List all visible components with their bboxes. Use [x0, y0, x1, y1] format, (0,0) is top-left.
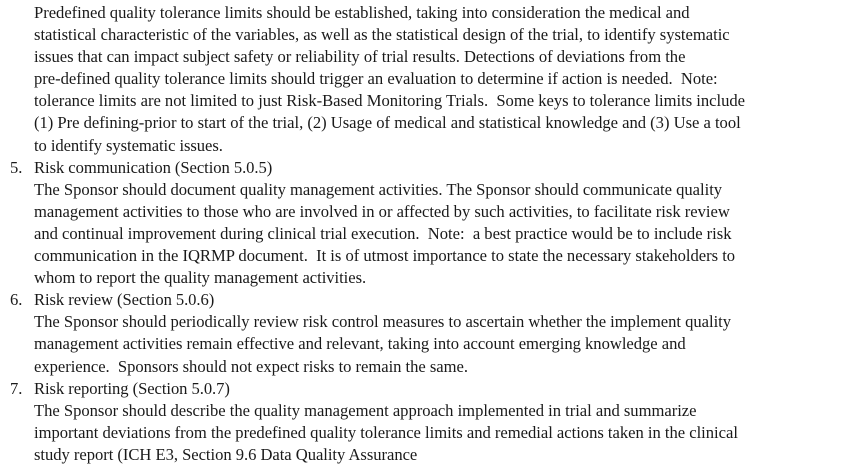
paragraph-line: statistical characteristic of the variables, as well as the statistical design of the trial, to identify systematic	[34, 25, 730, 45]
list-item-number: 6.	[10, 290, 23, 310]
paragraph-line: Predefined quality tolerance limits should be established, taking into consideration the medical and	[34, 3, 690, 22]
paragraph-line: management activities remain effective and relevant, taking into account emerging knowledge and	[34, 334, 686, 354]
list-item-heading	[0, 378, 861, 400]
list-item-title: Risk reporting (Section 5.0.7)	[34, 378, 230, 398]
paragraph-line: The Sponsor should periodically review risk control measures to ascertain whether the implement quality	[34, 312, 732, 332]
paragraph-line: The Sponsor should describe the quality management approach implemented in trial and summarize	[34, 400, 697, 420]
paragraph-line: study report (ICH E3, Section 9.6 Data Quality Assurance	[34, 444, 418, 464]
paragraph-line: The Sponsor should document quality management activities. The Sponsor should communicate quality	[34, 179, 723, 199]
list-item-heading	[0, 289, 861, 311]
paragraph-line: whom to report the quality management activities.	[34, 268, 367, 288]
list-item-risk-communication	[0, 157, 861, 290]
list-item-risk-review	[0, 289, 861, 377]
list-item-heading	[0, 157, 861, 179]
paragraph-line: experience. Sponsors should not expect risks to remain the same.	[34, 356, 468, 376]
paragraph-line: pre-defined quality tolerance limits should trigger an evaluation to determine if action is needed. Note:	[34, 69, 718, 89]
list-item-number: 5.	[10, 157, 23, 177]
intro-paragraph	[0, 2, 861, 157]
list-item-risk-reporting	[0, 378, 861, 466]
paragraph-line: and continual improvement during clinical trial execution. Note: a best practice would be to include risk	[34, 223, 732, 243]
paragraph-line: tolerance limits are not limited to just Risk-Based Monitoring Trials. Some keys to tolerance limits include	[34, 91, 745, 111]
list-item-title: Risk review (Section 5.0.6)	[34, 290, 215, 310]
paragraph-line: (1) Pre defining-prior to start of the trial, (2) Usage of medical and statistical knowledge and (3) Use a tool	[34, 113, 741, 133]
document-body	[0, 2, 861, 466]
paragraph-line: to identify systematic issues.	[34, 135, 223, 155]
paragraph-line: management activities to those who are involved in or affected by such activities, to facilitate risk review	[34, 201, 730, 221]
paragraph-line: communication in the IQRMP document. It is of utmost importance to state the necessary stakeholders to	[34, 246, 736, 266]
paragraph-line: important deviations from the predefined quality tolerance limits and remedial actions taken in the clinical	[34, 422, 738, 442]
list-item-title: Risk communication (Section 5.0.5)	[34, 157, 273, 177]
list-item-number: 7.	[10, 378, 23, 398]
paragraph-line: issues that can impact subject safety or reliability of trial results. Detections of deviations from the	[34, 47, 686, 67]
